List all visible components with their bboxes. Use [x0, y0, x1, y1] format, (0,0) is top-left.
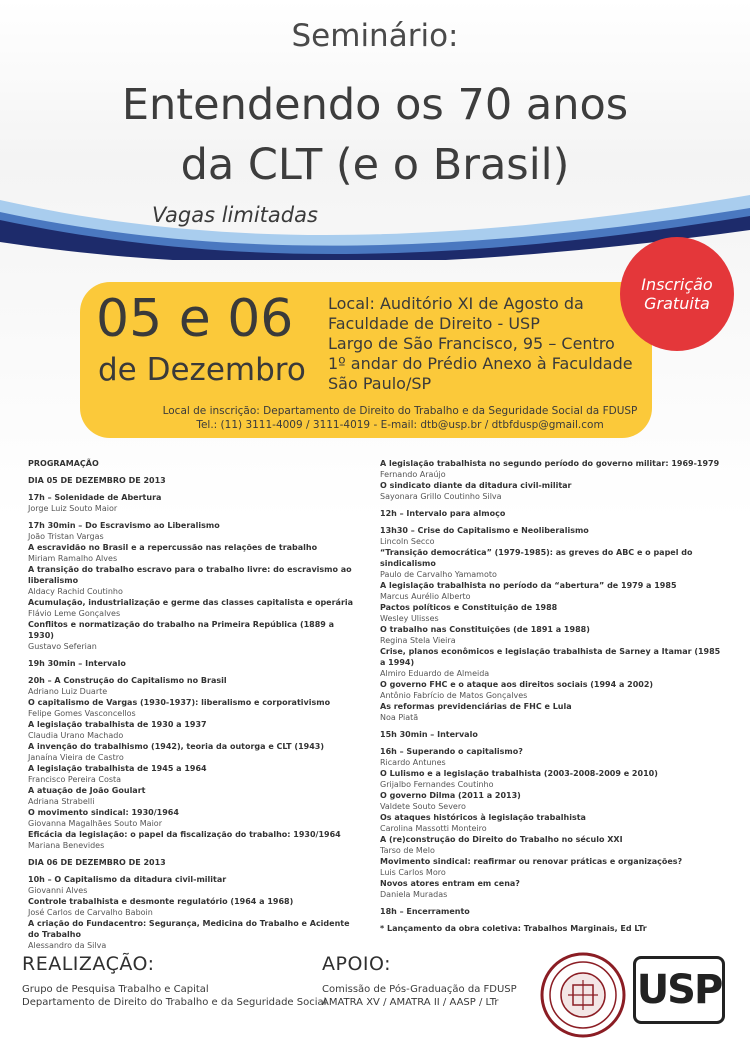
- program-item-speaker: Jorge Luiz Souto Maior: [28, 504, 118, 513]
- program-item-title: Eficácia da legislação: o papel da fiscalização do trabalho: 1930/1964: [28, 830, 341, 839]
- program-item-title: O sindicato diante da ditadura civil-militar: [380, 481, 572, 490]
- program-item-title: Acumulação, industrialização e germe das classes capitalista e operária: [28, 598, 354, 607]
- apoio-line: AMATRA XV / AMATRA II / AASP / LTr: [322, 997, 499, 1008]
- program-item-speaker: Fernando Araújo: [380, 470, 446, 479]
- program-item-title: A invenção do trabalhismo (1942), teoria da outorga e CLT (1943): [28, 742, 325, 751]
- program-item-speaker: Wesley Ulisses: [380, 614, 439, 623]
- program-item-title: A criação do Fundacentro: Segurança, Medicina do Trabalho e Acidente do Trabalho: [28, 919, 350, 939]
- program-item-title: O governo FHC e o ataque aos direitos sociais (1994 a 2002): [380, 680, 654, 689]
- program-item-speaker: Gustavo Seferian: [28, 642, 97, 651]
- program-item-title: A legislação trabalhista no segundo período do governo militar: 1969-1979: [380, 459, 720, 468]
- program-item-title: A transição do trabalho escravo para o trabalho livre: do escravismo ao liberalismo: [28, 565, 352, 585]
- program-item-title: O Lulismo e a legislação trabalhista (2003-2008-2009 e 2010): [380, 769, 658, 778]
- program-item-speaker: Carolina Massotti Monteiro: [380, 824, 487, 833]
- program-item-title: O governo Dilma (2011 a 2013): [380, 791, 521, 800]
- program-item-speaker: Almiro Eduardo de Almeida: [380, 669, 490, 678]
- event-title-line1: Entendendo os 70 anos: [121, 80, 629, 130]
- program-item-speaker: Claudia Urano Machado: [28, 731, 124, 740]
- program-item-speaker: José Carlos de Carvalho Baboin: [28, 908, 153, 917]
- program-item-speaker: Mariana Benevides: [28, 841, 105, 850]
- program-item-speaker: Aldacy Rachid Coutinho: [28, 587, 123, 596]
- program-item-speaker: Francisco Pereira Costa: [28, 775, 122, 784]
- program-item-title: As reformas previdenciárias de FHC e Lula: [380, 702, 572, 711]
- program-item-title: Controle trabalhista e desmonte regulatório (1964 a 1968): [28, 897, 294, 906]
- venue-line: Largo de São Francisco, 95 – Centro: [328, 334, 615, 353]
- program-item-speaker: Alessandro da Silva: [28, 941, 107, 950]
- venue-line: Local: Auditório XI de Agosto da: [328, 294, 584, 313]
- program-item-title: “Transição democrática” (1979-1985): as greves do ABC e o papel do sindicalismo: [380, 548, 693, 568]
- program-item-title: 18h – Encerramento: [380, 907, 470, 916]
- program-item-title: 13h30 – Crise do Capitalismo e Neoliberalismo: [380, 526, 589, 535]
- program-column-left: [28, 458, 358, 951]
- program-item-title: Os ataques históricos à legislação trabalhista: [380, 813, 586, 822]
- program-item-speaker: Luis Carlos Moro: [380, 868, 446, 877]
- program-item-title: 12h – Intervalo para almoço: [380, 509, 506, 518]
- program-item-title: A atuação de João Goulart: [28, 786, 146, 795]
- program-item-title: 10h – O Capitalismo da ditadura civil-militar: [28, 875, 227, 884]
- program-item-title: DIA 06 DE DEZEMBRO DE 2013: [28, 858, 166, 867]
- program-item-speaker: Ricardo Antunes: [380, 758, 446, 767]
- program-item-title: A legislação trabalhista no período da “abertura” de 1979 a 1985: [380, 581, 677, 590]
- registration-location: Local de inscrição: Departamento de Direito do Trabalho e da Seguridade Social da FDUSP: [162, 405, 638, 417]
- realizacao-line: Departamento de Direito do Trabalho e da Seguridade Social: [22, 997, 327, 1008]
- program-item-title: * Lançamento da obra coletiva: Trabalhos Marginais, Ed LTr: [380, 924, 647, 933]
- program-item-title: A escravidão no Brasil e a repercussão nas relações de trabalho: [28, 543, 318, 552]
- event-month: de Dezembro: [98, 352, 306, 388]
- program-item-title: A legislação trabalhista de 1930 a 1937: [28, 720, 207, 729]
- venue-block: [328, 294, 633, 394]
- program-item-speaker: Antônio Fabrício de Matos Gonçalves: [380, 691, 528, 700]
- program-item-title: Conflitos e normatização do trabalho na Primeira República (1889 a 1930): [28, 620, 335, 640]
- program-item-speaker: Tarso de Melo: [380, 846, 435, 855]
- program-item-speaker: Regina Stela Vieira: [380, 636, 456, 645]
- program-item-title: 19h 30min – Intervalo: [28, 659, 126, 668]
- program-item-title: Movimento sindical: reafirmar ou renovar práticas e organizações?: [380, 857, 683, 866]
- program-column-right: [380, 458, 725, 934]
- registration-info: [160, 404, 640, 432]
- program-item-title: 16h – Superando o capitalismo?: [380, 747, 523, 756]
- program-item-title: O movimento sindical: 1930/1964: [28, 808, 179, 817]
- program-item-speaker: Grijalbo Fernandes Coutinho: [380, 780, 494, 789]
- venue-line: 1º andar do Prédio Anexo à Faculdade: [328, 354, 633, 373]
- realizacao-line: Grupo de Pesquisa Trabalho e Capital: [22, 984, 209, 995]
- apoio-title: APOIO:: [322, 953, 392, 975]
- registration-contact: Tel.: (11) 3111-4009 / 3111-4019 - E-mail: dtb@usp.br / dtbfdusp@gmail.com: [196, 419, 604, 431]
- venue-line: Faculdade de Direito - USP: [328, 314, 540, 333]
- program-item-speaker: Adriano Luiz Duarte: [28, 687, 108, 696]
- program-item-title: 15h 30min – Intervalo: [380, 730, 478, 739]
- program-item-speaker: Janaína Vieira de Castro: [28, 753, 124, 762]
- apoio-line: Comissão de Pós-Graduação da FDUSP: [322, 984, 517, 995]
- program-item-title: PROGRAMAÇÃO: [28, 459, 99, 468]
- wave-decoration: [0, 190, 750, 260]
- program-item-title: O capitalismo de Vargas (1930-1937): liberalismo e corporativismo: [28, 698, 331, 707]
- program-item-title: A legislação trabalhista de 1945 a 1964: [28, 764, 207, 773]
- program-item-speaker: Giovanni Alves: [28, 886, 88, 895]
- program-item-title: Novos atores entram em cena?: [380, 879, 520, 888]
- realizacao-title: REALIZAÇÃO:: [22, 953, 155, 975]
- program-item-speaker: João Tristan Vargas: [28, 532, 104, 541]
- program-item-speaker: Daniela Muradas: [380, 890, 448, 899]
- event-title-line2: da CLT (e o Brasil): [180, 140, 570, 190]
- apoio-list: [322, 983, 517, 1009]
- program-item-speaker: Giovanna Magalhães Souto Maior: [28, 819, 162, 828]
- program-item-speaker: Miriam Ramalho Alves: [28, 554, 118, 563]
- badge-line2: Gratuita: [644, 294, 710, 313]
- program-item-title: DIA 05 DE DEZEMBRO DE 2013: [28, 476, 166, 485]
- program-item-speaker: Felipe Gomes Vasconcellos: [28, 709, 136, 718]
- free-registration-badge: [620, 237, 734, 351]
- program-item-speaker: Paulo de Carvalho Yamamoto: [380, 570, 497, 579]
- event-days: 05 e 06: [96, 289, 294, 349]
- seminar-label: Seminário:: [291, 18, 459, 54]
- program-item-speaker: Lincoln Secco: [380, 537, 435, 546]
- venue-line: São Paulo/SP: [328, 374, 432, 393]
- program-item-title: Pactos políticos e Constituição de 1988: [380, 603, 558, 612]
- usp-logo: USP: [633, 956, 725, 1024]
- program-item-speaker: Adriana Strabelli: [28, 797, 95, 806]
- program-item-title: 17h – Solenidade de Abertura: [28, 493, 162, 502]
- vagas-limitadas: Vagas limitadas: [152, 203, 318, 227]
- badge-line1: Inscrição: [641, 275, 713, 294]
- program-item-speaker: Sayonara Grillo Coutinho Silva: [380, 492, 502, 501]
- program-item-title: O trabalho nas Constituições (de 1891 a 1988): [380, 625, 590, 634]
- program-item-title: 17h 30min – Do Escravismo ao Liberalismo: [28, 521, 220, 530]
- program-item-speaker: Valdete Souto Severo: [380, 802, 466, 811]
- program-item-title: Crise, planos econômicos e legislação trabalhista de Sarney a Itamar (1985 a 1994): [380, 647, 721, 667]
- program-item-speaker: Marcus Aurélio Alberto: [380, 592, 471, 601]
- program-item-speaker: Flávio Leme Gonçalves: [28, 609, 121, 618]
- program-item-speaker: Noa Piatã: [380, 713, 419, 722]
- program-item-title: A (re)construção do Direito do Trabalho no século XXI: [380, 835, 623, 844]
- university-seal-icon: [540, 952, 626, 1038]
- realizacao-list: [22, 983, 326, 1009]
- program-item-title: 20h – A Construção do Capitalismo no Brasil: [28, 676, 227, 685]
